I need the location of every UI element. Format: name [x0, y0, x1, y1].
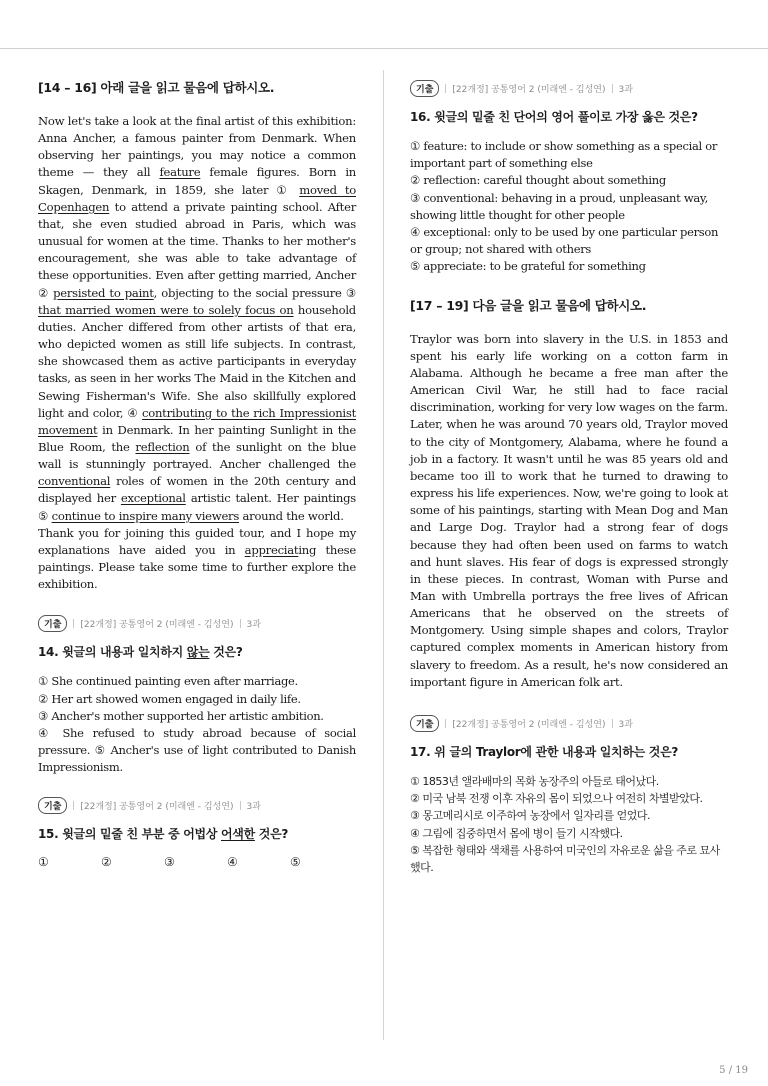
title-text: 15. 윗글의 밑줄 친 부분 중 어법상 — [38, 826, 222, 841]
option-1[interactable]: ① 1853년 앨라배마의 목화 농장주의 아들로 태어났다. — [410, 774, 659, 788]
option-4-5[interactable]: ④ She refused to study abroad because of social pressure. ⑤ Ancher's use of light contributed to Danish Impressionism. — [38, 725, 356, 775]
underlined-phrase: continue to inspire many viewers — [51, 508, 240, 523]
passage-traylor: Traylor was born into slavery in the U.S. in 1853 and spent his early life working on a cotton farm in Alabama. Although he became a free man after the American Civil War, he still had to face racial discrimination, working for very low wages on the farm. Later, when he was around 70 years old, Traylor moved to the city of Montgomery, Alabama, where he found a job in a factory. It wasn't until he was 85 years old and became too ill to work that he turned to drawing to express his life experiences. Now, we're going to look at some of his paintings, starting with Mean Dog and Man and Large Dog. Traylor had a strong fear of dogs because they had often been used on farms to watch and hunt slaves. His fear of dogs is expressed strongly in these pieces. In contrast, Woman with Purse and Man with Umbrella portrays the free lives of African Americans that he observed on the streets of Montgomery. Using simple shapes and colors, Traylor captured complex moments in American history from slavery to freedom. As a result, he's now considered an important figure in American folk art. — [410, 331, 728, 689]
meta-separator — [612, 719, 613, 728]
left-column — [38, 78, 356, 869]
question-lesson: 3과 — [618, 719, 633, 730]
passage-text: roles of women in the 20th century and displayed her — [38, 474, 356, 506]
page-number: 5 / 19 — [719, 1065, 748, 1076]
option-4[interactable]: ④ 그림에 집중하면서 몸에 병이 들기 시작했다. — [410, 826, 623, 840]
passage-ancher-closing — [38, 525, 356, 594]
question-source: [22개정] 공통영어 2 (미래엔 - 김성연) — [80, 801, 234, 812]
question-source: [22개정] 공통영어 2 (미래엔 - 김성연) — [452, 719, 606, 730]
section-title-14-16: [14 – 16] 아래 글을 읽고 물음에 답하시오. — [38, 80, 275, 95]
underlined-phrase: appreciat — [244, 542, 299, 557]
past-exam-badge: 기출 — [38, 615, 67, 632]
question-lesson: 3과 — [246, 801, 261, 812]
question-15-meta — [38, 797, 356, 814]
option-2[interactable]: ② — [101, 854, 112, 869]
option-3[interactable]: ③ 몽고메리시로 이주하여 농장에서 일자리를 얻었다. — [410, 809, 650, 823]
passage-text: artistic talent. Her paintings ⑤ — [38, 491, 356, 523]
passage-text: Now let's take a look at the final artist of this exhibition: Anna Ancher, a famous painter from Denmark. When observing her paintings, you may notice a common theme — they all — [38, 114, 356, 180]
option-1[interactable]: ① She continued painting even after marriage. — [38, 674, 298, 689]
option-2[interactable]: ② reflection: careful thought about something — [410, 173, 666, 188]
meta-separator — [73, 801, 74, 810]
title-emphasis: 않는 — [186, 645, 210, 660]
underlined-phrase: conventional — [38, 474, 111, 489]
underlined-phrase: exceptional — [120, 491, 186, 506]
meta-separator — [73, 619, 74, 628]
option-5[interactable]: ⑤ 복잡한 형태와 색채를 사용하여 미국인의 자유로운 삶을 주로 묘사했다. — [410, 843, 720, 874]
question-15-options — [38, 855, 356, 869]
right-column — [410, 80, 728, 876]
section-title-17-19: [17 – 19] 다음 글을 읽고 물음에 답하시오. — [410, 297, 647, 313]
past-exam-badge: 기출 — [410, 80, 439, 97]
question-14-meta — [38, 615, 356, 632]
question-17-options — [410, 773, 728, 876]
option-2[interactable]: ② 미국 남북 전쟁 이후 자유의 몸이 되었으나 여전히 차별받았다. — [410, 792, 703, 806]
question-16 — [410, 80, 728, 276]
meta-separator — [612, 84, 613, 93]
question-source: [22개정] 공통영어 2 (미래엔 - 김성연) — [80, 620, 234, 631]
underlined-phrase: reflection — [135, 439, 190, 454]
passage-text: of the sunlight on the blue wall is stunningly portrayed. Ancher challenged the — [38, 439, 357, 472]
option-5[interactable]: ⑤ — [290, 854, 301, 869]
question-15 — [38, 797, 356, 869]
question-17-meta — [410, 715, 728, 732]
title-text: 것은? — [254, 826, 289, 841]
option-4[interactable]: ④ — [227, 854, 238, 869]
passage-text: in Denmark. In her painting Sunlight in the Blue Room, the — [38, 422, 356, 454]
passage-text: around the world. — [239, 508, 344, 523]
title-emphasis: 어색한 — [221, 826, 255, 841]
passage-ancher-body — [38, 113, 356, 525]
option-1[interactable]: ① feature: to include or show something as a special or important part of something else — [410, 139, 718, 171]
option-3[interactable]: ③ — [164, 854, 175, 869]
underlined-phrase: feature — [159, 165, 201, 180]
underlined-phrase: contributing to the rich Impressionist movement — [38, 405, 356, 437]
meta-separator — [445, 719, 446, 728]
question-16-meta — [410, 80, 728, 97]
underlined-phrase: that married women were to solely focus on — [38, 302, 294, 317]
title-text: 것은? — [209, 645, 243, 660]
question-14 — [38, 615, 356, 776]
passage-text: ing these paintings. Please take some time to further explore the exhibition. — [38, 542, 356, 592]
option-2[interactable]: ② Her art showed women engaged in daily life. — [38, 691, 301, 706]
title-text: 14. 윗글의 내용과 일치하지 — [38, 645, 187, 660]
option-4[interactable]: ④ exceptional: only to be used by one particular person or group; not shared with others — [410, 225, 719, 257]
passage-ancher — [38, 113, 356, 593]
passage-text: Thank you for joining this guided tour, and I hope my explanations have aided you in — [38, 525, 356, 557]
passage-text: female figures. Born in Skagen, Denmark, in 1859, she later ① — [38, 165, 356, 197]
column-divider — [383, 70, 384, 1040]
question-15-title — [38, 825, 356, 842]
passage-text: , objecting to the social pressure ③ — [153, 285, 356, 300]
question-source: [22개정] 공통영어 2 (미래엔 - 김성연) — [452, 85, 606, 95]
question-17-title: 17. 위 글의 Traylor에 관한 내용과 일치하는 것은? — [410, 744, 679, 759]
passage-text: household duties. Ancher differed from other artists of that era, who depicted women as still life subjects. In contrast, she showcased them as active participants in everyday tasks, as seen in her works The Maid in the Kitchen and Sewing Fisherman's Wife. She also skillfully explored light and color, ④ — [38, 302, 356, 420]
passage-text: to attend a private painting school. After that, she even studied abroad in Paris, which was unusual for women at the time. Thanks to her mother's encouragement, she was able to take advantage of these opportunities. Even after getting married, Ancher ② — [38, 199, 356, 300]
meta-separator — [445, 84, 446, 93]
question-16-options — [410, 138, 728, 276]
header-rule — [0, 48, 768, 49]
underlined-phrase: moved to Copenhagen — [38, 182, 356, 214]
question-lesson: 3과 — [246, 620, 261, 631]
past-exam-badge: 기출 — [38, 797, 67, 814]
option-3[interactable]: ③ Ancher's mother supported her artistic ambition. — [38, 708, 324, 723]
meta-separator — [240, 801, 241, 810]
question-14-options — [38, 673, 356, 776]
option-5[interactable]: ⑤ appreciate: to be grateful for something — [410, 259, 646, 274]
question-14-title — [38, 643, 356, 660]
past-exam-badge: 기출 — [410, 715, 439, 732]
option-3[interactable]: ③ conventional: behaving in a proud, unpleasant way, showing little thought for other people — [410, 190, 708, 222]
question-16-title: 16. 윗글의 밑줄 친 단어의 영어 풀이로 가장 옳은 것은? — [410, 110, 698, 124]
underlined-phrase: persisted to paint — [53, 285, 154, 300]
question-lesson: 3과 — [618, 85, 633, 95]
question-17 — [410, 715, 728, 876]
meta-separator — [240, 619, 241, 628]
option-1[interactable]: ① — [38, 854, 49, 869]
